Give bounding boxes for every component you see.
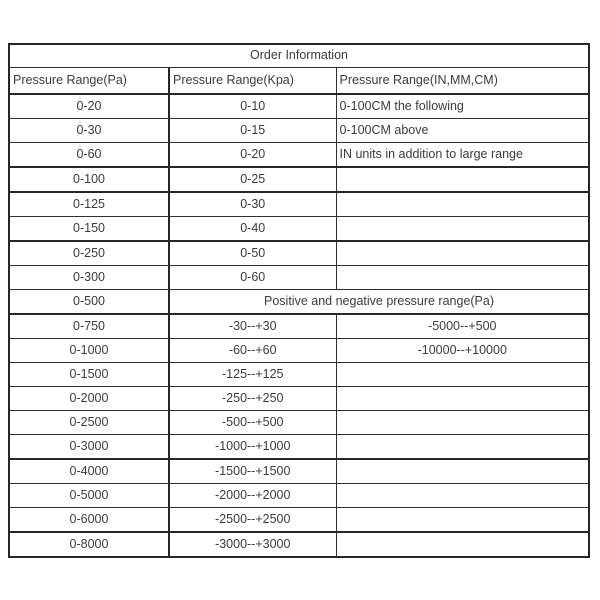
cell-in-mm-cm: IN units in addition to large range [336, 143, 589, 168]
cell-pa: 0-125 [9, 192, 169, 217]
column-header-kpa: Pressure Range(Kpa) [169, 68, 336, 95]
cell-kpa: -3000--+3000 [169, 532, 336, 557]
cell-pa: 0-300 [9, 266, 169, 290]
cell-pa: 0-5000 [9, 484, 169, 508]
table-row [9, 314, 589, 339]
table-row [9, 167, 589, 192]
cell-kpa: -500--+500 [169, 411, 336, 435]
cell-in-mm-cm [336, 508, 589, 533]
cell-kpa: -125--+125 [169, 363, 336, 387]
cell-in-mm-cm [336, 532, 589, 557]
table-row [9, 508, 589, 533]
table-row [9, 484, 589, 508]
table-row [9, 94, 589, 119]
table-row [9, 387, 589, 411]
cell-kpa: 0-60 [169, 266, 336, 290]
cell-pa: 0-2500 [9, 411, 169, 435]
column-header-in-mm-cm: Pressure Range(IN,MM,CM) [336, 68, 589, 95]
cell-in-mm-cm [336, 484, 589, 508]
table-title: Order Information [9, 44, 589, 68]
cell-pa: 0-250 [9, 241, 169, 266]
column-header-pa: Pressure Range(Pa) [9, 68, 169, 95]
cell-in-mm-cm [336, 459, 589, 484]
cell-pa: 0-100 [9, 167, 169, 192]
cell-kpa: 0-15 [169, 119, 336, 143]
cell-pa: 0-500 [9, 290, 169, 315]
cell-pa: 0-8000 [9, 532, 169, 557]
cell-in-mm-cm [336, 217, 589, 242]
table-row [9, 44, 589, 68]
cell-in-mm-cm [336, 435, 589, 460]
cell-kpa: -1500--+1500 [169, 459, 336, 484]
cell-in-mm-cm: 0-100CM the following [336, 94, 589, 119]
table-row [9, 290, 589, 315]
cell-in-mm-cm [336, 363, 589, 387]
cell-kpa: -250--+250 [169, 387, 336, 411]
table-row [9, 411, 589, 435]
cell-pa: 0-30 [9, 119, 169, 143]
cell-in-mm-cm: -5000--+500 [336, 314, 589, 339]
table-row [9, 266, 589, 290]
cell-pa: 0-4000 [9, 459, 169, 484]
cell-in-mm-cm: -10000--+10000 [336, 339, 589, 363]
cell-pa: 0-60 [9, 143, 169, 168]
table-row [9, 435, 589, 460]
cell-kpa: -2000--+2000 [169, 484, 336, 508]
table-row [9, 532, 589, 557]
section-label: Positive and negative pressure range(Pa) [169, 290, 589, 315]
cell-pa: 0-3000 [9, 435, 169, 460]
cell-in-mm-cm [336, 241, 589, 266]
cell-kpa: 0-30 [169, 192, 336, 217]
cell-kpa: 0-50 [169, 241, 336, 266]
table-row [9, 459, 589, 484]
cell-in-mm-cm: 0-100CM above [336, 119, 589, 143]
cell-pa: 0-750 [9, 314, 169, 339]
table-row [9, 68, 589, 95]
table-row [9, 363, 589, 387]
cell-kpa: 0-25 [169, 167, 336, 192]
cell-in-mm-cm [336, 411, 589, 435]
cell-kpa: -60--+60 [169, 339, 336, 363]
table-row [9, 119, 589, 143]
cell-kpa: 0-40 [169, 217, 336, 242]
cell-pa: 0-1000 [9, 339, 169, 363]
cell-kpa: -30--+30 [169, 314, 336, 339]
table-row [9, 339, 589, 363]
cell-in-mm-cm [336, 192, 589, 217]
cell-kpa: -1000--+1000 [169, 435, 336, 460]
cell-in-mm-cm [336, 266, 589, 290]
cell-in-mm-cm [336, 387, 589, 411]
cell-pa: 0-6000 [9, 508, 169, 533]
table-row [9, 241, 589, 266]
cell-pa: 0-1500 [9, 363, 169, 387]
cell-pa: 0-2000 [9, 387, 169, 411]
table-row [9, 143, 589, 168]
cell-pa: 0-20 [9, 94, 169, 119]
cell-kpa: 0-10 [169, 94, 336, 119]
cell-pa: 0-150 [9, 217, 169, 242]
table-row [9, 217, 589, 242]
table-row [9, 192, 589, 217]
cell-kpa: 0-20 [169, 143, 336, 168]
cell-kpa: -2500--+2500 [169, 508, 336, 533]
cell-in-mm-cm [336, 167, 589, 192]
order-information-table [8, 43, 590, 558]
